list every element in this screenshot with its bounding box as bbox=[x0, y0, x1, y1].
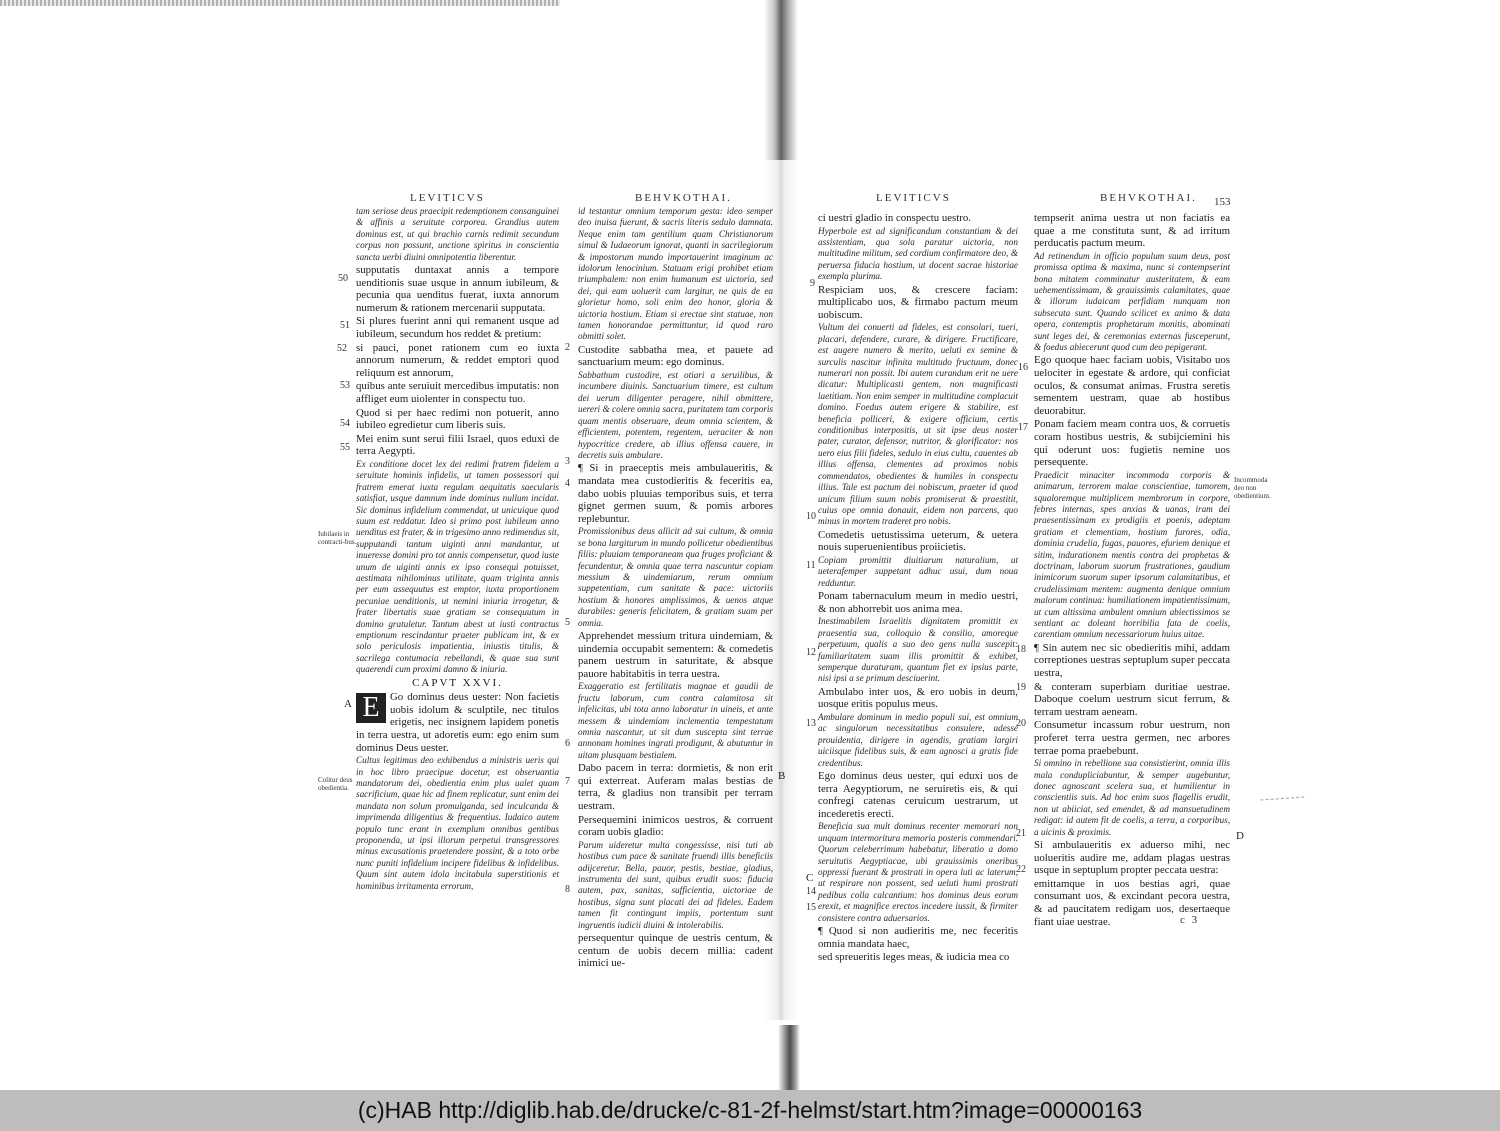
verse-number: 54 bbox=[340, 418, 350, 429]
verse-number: 12 bbox=[806, 647, 816, 658]
commentary-paragraph bbox=[1034, 251, 1230, 354]
bleed-edge bbox=[0, 0, 560, 6]
commentary-paragraph bbox=[356, 206, 559, 263]
scripture-paragraph bbox=[818, 925, 1018, 950]
paragraph-text: tam seriose deus praecipit redemptionem consanguinei & affinis a seruitute corporea. Grandius autem dominus est, ut qui brachio carnis redimit secundum corpus non possunt, unctione spiritus in conscientia sancta uerbi diuini omnipotentia liberentur. bbox=[356, 206, 559, 262]
copyright-footer: (c)HAB http://diglib.hab.de/drucke/c-81-2f-helmst/start.htm?image=00000163 bbox=[0, 1090, 1500, 1131]
scripture-paragraph bbox=[818, 686, 1018, 711]
commentary-paragraph bbox=[578, 526, 773, 629]
scripture-paragraph bbox=[1034, 212, 1230, 250]
paragraph-text: Dabo pacem in terra: dormietis, & non erit qui exterreat. Auferam malas bestias de terra, & gladius non transibit per terram uestram. bbox=[578, 762, 773, 812]
signature-mark: c 3 bbox=[1180, 914, 1200, 926]
commentary-paragraph bbox=[356, 755, 559, 892]
paragraph-text: Si ambulaueritis ex aduerso mihi, nec uolueritis audire me, addam plagas uestras usque in septuplum propter peccata uestra: bbox=[1034, 839, 1230, 877]
paragraph-text: Praedicit minaciter incommoda corporis & animarum, terrorem malae conscientiae, tumorem, squaloremque multiplicem membrorum in corpore, febres internas, spes anxias & uanas, iram dei praesentissimam ex prodigiis et poenis, adeptam gratiam et clementiam, hostium furores, odia, dominia crudelia, fugas, pauores, efuriem denique et sitim, indurationem mentis contra dei prophetas & doctrinam, laborum suorum frustrationes, gaudium inimicorum suorum super ipsorum calamitatibus, et crudelissimam mentem: augmenta denique omnium malorum continua: humiliationem impatientissimam, ut cum altissima ambulent omnium abiectissimos se sentiant ac doleant horribilia fata de coelis, carentiam omnium necessariorum huius uitae. bbox=[1034, 469, 1230, 640]
paragraph-text: Ponam tabernaculum meum in medio uestri, & non abhorrebit uos anima mea. bbox=[818, 590, 1018, 615]
paragraph-text: Copiam promittit diuitiarum naturalium, ut ueterafemper suppetant adhuc usui, dum noua redduntur. bbox=[818, 554, 1018, 588]
paragraph-text: id testantur omnium temporum gesta: ideo semper deo inuisa fuerunt, & sacris literis sedulo damnata. Neque enim tam gentilium quam Christianorum simul & Iudaeorum ignorat, quanti in sacrilegiorum & impostorum mundo importauerint imaginum ac idolorum lenocinium. Statuam erigi prohibet etiam triumphalem: non enim humanum est uictoria, sed dei, qui eam uoluerit cam largitur, ne quis de ea glorietur homo, soli enim deo honor, gloria & uictoria hostium. Etiam si erectae sint statuae, non tamen honorandae permittuntur, id quod raro obmitti solet. bbox=[578, 206, 773, 342]
paragraph-text: sed spreueritis leges meas, & iudicia mea co bbox=[818, 951, 1010, 964]
scripture-paragraph bbox=[356, 315, 559, 340]
scripture-paragraph bbox=[356, 691, 559, 754]
verse-number: 2 bbox=[565, 342, 570, 353]
paragraph-text: ci uestri gladio in conspectu uestro. bbox=[818, 212, 971, 224]
verse-number: 16 bbox=[1018, 362, 1028, 373]
scripture-paragraph bbox=[578, 932, 773, 970]
verse-number: 50 bbox=[338, 273, 348, 284]
scripture-paragraph bbox=[356, 342, 559, 380]
folio-number: 153 bbox=[1214, 196, 1231, 208]
scripture-paragraph bbox=[818, 770, 1018, 820]
paragraph-text: Si omnino in rebellione sua consistierint, omnia illis mala condupliciabuntur, & semper augebuntur, donec agnoscant scelera sua, et humilientur in conscientiis suis. Ad hoc enim suos flagellis erudit, non ut abiiciat, sed emendet, & ad mansuetudinem redigat: id autem fit de coelis, a terra, a corporibus, a uicinis & proximis. bbox=[1034, 758, 1230, 837]
scripture-paragraph bbox=[356, 264, 559, 314]
section-letter: D bbox=[1236, 830, 1244, 842]
verse-number: 11 bbox=[806, 560, 816, 571]
commentary-paragraph bbox=[1034, 758, 1230, 838]
verse-number: 15 bbox=[806, 902, 816, 913]
paragraph-text: & conteram superbiam duritiae uestrae. Daboque coelum uestrum sicut ferrum, & terram uestram aeneam. bbox=[1034, 680, 1230, 718]
paragraph-text: Respiciam uos, & crescere faciam: multiplicabo uos, & firmabo pactum meum uobiscum. bbox=[818, 283, 1018, 321]
chapter-heading bbox=[356, 678, 559, 690]
commentary-paragraph bbox=[818, 226, 1018, 283]
verse-number: 17 bbox=[1018, 422, 1028, 433]
scripture-paragraph bbox=[1034, 839, 1230, 877]
scripture-paragraph bbox=[818, 590, 1018, 615]
paragraph-text: ¶ Quod si non audieritis me, nec feceritis omnia mandata haec, bbox=[818, 925, 1018, 950]
commentary-paragraph bbox=[818, 555, 1018, 589]
paragraph-text: Ambulare dominum in medio populi sui, est omnium ac singulorum necessitatibus consulere, adesse prouidentia, dirigere in agendis, gratiam largiri uiciisque fidelibus suis, & eam agnosci a gratis fide credentibus. bbox=[818, 711, 1018, 768]
paragraph-text: Promissionibus deus allicit ad sui cultum, & omnia se bona largiturum in mundo pollicetur obedientibus filiis: pluuiam temporaneam qua fruges proficiant & fecundentur, & omnia quae terra nascuntur copiam messium & uindemiarum, rerum omnium suppetentiam, cum sanitate & pace: uictoriis hostium & honores amplissimos, & uenos atque durabiles: generis felicitatem, & gratiam suam per omnia. bbox=[578, 526, 773, 628]
scripture-paragraph bbox=[818, 951, 1018, 964]
scripture-paragraph bbox=[1034, 354, 1230, 417]
running-head-left: LEVITICVS bbox=[876, 192, 951, 204]
scripture-paragraph bbox=[578, 462, 773, 525]
paragraph-text: persequentur quinque de uestris centum, & centum de uobis decem millia: cadent inimici ue- bbox=[578, 931, 773, 970]
scripture-paragraph bbox=[578, 630, 773, 680]
scripture-paragraph bbox=[578, 762, 773, 812]
verse-number: 53 bbox=[340, 380, 350, 391]
paragraph-text: Vultum dei conuerti ad fideles, est consolari, tueri, placari, defendere, curare, & dirigere. Fructificare, est augere numero & merito, ueluti ex semine & surculis nascitur infinita multitudo fructuum, donec numerari non possit. Ibi autem curandum erit ne uere dicatur: Multiplicasti gentem, non magnificasti laetitiam. Non enim semper in multitudine complacuit domino. Foedus autem erigere & stabilire, est beneficia polliceri, & exigere officium, certis conditionibus interpositis, ut sit ipse deus noster pater, curator, defensor, nutritor, & glorificator: nos uero eius filii fideles, sedulo in eius cultu, cauentes ab illius offensa, clementes ad proximos nobis commendatos, obedientes & humiles in conspectu illius. Tale est pactum dei nobiscum, praeter id quod unicum filium suum nobis promiserat & praestitit, cuius ope omnia donauit, eidem non parcens, quo minus in mortem traderet pro nobis. bbox=[818, 322, 1018, 527]
margin-note: Incommoda deo non obedientium. bbox=[1234, 476, 1271, 500]
right-column bbox=[578, 206, 773, 970]
section-letter: A bbox=[344, 698, 352, 710]
gutter-shadow bbox=[764, 0, 798, 160]
verse-number: 14 bbox=[806, 886, 816, 897]
verse-number: 7 bbox=[565, 776, 570, 787]
commentary-paragraph bbox=[578, 840, 773, 931]
scripture-paragraph bbox=[818, 212, 1018, 225]
verse-number: 13 bbox=[806, 718, 816, 729]
paragraph-text: Cultus legitimus deo exhibendus a ministris ueris qui in hoc libro praecipue docetur, est obseruantia mandatorum dei, obedientia enim plus ualet quam sacrificium, quae hic ad finem replicatur, sunt enim dei mandata non solum promulganda, sed inculcanda & imprimenda diligentius & frequentius. Iudaico autem populo tunc erant in exemplum omnibus gentibus proponenda, ut ipsi illorum perpetui transgressores minus excusationis praetendere possint, & a toto orbe nunc puniti infidelium incipere fidelibus & infidelibus. Quum sint autem idola incitabula superstitionis et hominibus irritamenta errorum, bbox=[356, 755, 559, 891]
commentary-paragraph bbox=[578, 206, 773, 343]
drop-cap: E bbox=[356, 693, 386, 723]
scripture-paragraph bbox=[578, 814, 773, 839]
paragraph-text: Go dominus deus uester: Non facietis uobis idolum & sculptile, nec titulos erigetis, nec insignem lapidem ponetis in terra uestra, ut adoretis eum: ego enim sum dominus Deus uester. bbox=[356, 691, 559, 754]
verse-number: 9 bbox=[810, 278, 815, 289]
scripture-paragraph bbox=[818, 529, 1018, 554]
paragraph-text: Ponam faciem meam contra uos, & corruetis coram hostibus uestris, & subijciemini his qui oderunt uos: fugietis nemine uos persequente. bbox=[1034, 418, 1230, 469]
verse-number: 5 bbox=[565, 617, 570, 628]
gutter-binding bbox=[778, 1025, 800, 1090]
verse-number: 22 bbox=[1016, 864, 1026, 875]
pencil-scribble bbox=[1260, 786, 1305, 800]
verse-number: 55 bbox=[340, 442, 350, 453]
paragraph-text: Inestimabilem Israelitis dignitatem promittit ex praesentia sua, colloquio & consilio, amoreque perpetuum, qualis a suo deo gens nulla suscepit: familiaritatem suam illis promittit & exhibet, semperque duraturam, quantum fiet ex ipsius parte, nisi ipsi a se primum desciuerint. bbox=[818, 616, 1018, 684]
paragraph-text: Sabbathum custodire, est otiari a seruilibus, & incumbere diuinis. Sanctuarium timere, est cultum dei uerum diligenter peragere, nihil obmittere, uereri & colere omnia sacra, puritatem tam corporis quam mentis obseruare, deum omnia scientem, & efficientem, potentem, regentem, ueraciter & non hypocritice credere, ab illius offensa cauere, in decretis suis ambulare. bbox=[578, 370, 773, 460]
running-head-right: BEHVKOTHAI. bbox=[1100, 192, 1197, 204]
left-column bbox=[356, 206, 559, 912]
paragraph-text: Hyperbole est ad significandum constantiam & dei assistentiam, qua sola paratur uictoria, non multitudine militum, sed cordium confirmatore deo, & peruersa fiducia hostium, ut docent sacrae historiae exempla plurima. bbox=[818, 225, 1018, 282]
verse-number: 20 bbox=[1016, 718, 1026, 729]
verse-number: 10 bbox=[806, 511, 816, 522]
scripture-paragraph bbox=[356, 380, 559, 405]
commentary-paragraph bbox=[818, 616, 1018, 684]
verse-number: 6 bbox=[565, 738, 570, 749]
verse-number: 21 bbox=[1016, 828, 1026, 839]
paragraph-text: si pauci, ponet rationem cum eo iuxta annorum numerum, & reddet emptori quod reliquum est annorum, bbox=[356, 341, 559, 379]
scripture-paragraph bbox=[1034, 642, 1230, 680]
scripture-paragraph bbox=[1034, 719, 1230, 757]
verse-number: 51 bbox=[340, 320, 350, 331]
commentary-paragraph bbox=[818, 322, 1018, 527]
section-letter: B bbox=[778, 770, 786, 782]
commentary-paragraph bbox=[356, 459, 559, 676]
paragraph-text: Ego dominus deus uester, qui eduxi uos de terra Aegyptiorum, ne seruiretis eis, & qui confregi catenas ceruicum uestrarum, ut incederetis erecti. bbox=[818, 769, 1018, 820]
paragraph-text: Mei enim sunt serui filii Israel, quos eduxi de terra Aegypti. bbox=[356, 432, 559, 458]
running-head-left: LEVITICVS bbox=[410, 192, 485, 204]
commentary-paragraph bbox=[578, 681, 773, 761]
paragraph-text: Parum uideretur multa congessisse, nisi tuti ab hostibus cum pace & sanitate fruendi illis beneficiis adijceretur. Bella, pauor, pestis, bestiae, gladius, instrumenta dei sunt, quibus erudit suos: fiducia autem, pax, sanitas, sufficientia, uictoriae de hostibus, signa sunt placati dei ad fideles. Eadem tamen fit contingunt impiis, portentum sunt ingruentis iudicii diuini & intolerabilis. bbox=[578, 839, 773, 930]
paragraph-text: ¶ Sin autem nec sic obedieritis mihi, addam correptiones uestras septuplum super peccata uestra, bbox=[1034, 641, 1230, 680]
section-letter: C bbox=[806, 872, 814, 884]
paragraph-text: tempserit anima uestra ut non faciatis ea quae a me constituta sunt, & ad irritum perducatis pactum meum. bbox=[1034, 212, 1230, 250]
paragraph-text: Beneficia sua mult dominus recenter memorari non unquam intermoritura memoria posteris commendari. Quorum celeberrimum habebatur, liberatio a domo seruitutis Aegyptiacae, ubi grauissimis oneribus oppressi fuerant & prostrati in opera luti ac laterum, ut respirare non possent, sed ueluti humi prostrati pedibus colla calcantium: hos dominus deus eorum erexit, et magnifice erectos incedere iussit, & firmiter consistere contra aduersarios. bbox=[818, 821, 1018, 923]
running-head-right: BEHVKOTHAI. bbox=[635, 192, 732, 204]
verse-number: 18 bbox=[1016, 644, 1026, 655]
paragraph-text: quibus ante seruiuit mercedibus imputatis: non affliget eum uiolenter in conspectu tuo. bbox=[356, 380, 559, 405]
verse-number: 4 bbox=[565, 478, 570, 489]
scripture-paragraph bbox=[356, 407, 559, 432]
margin-note: Iubilaeis in contracti-bus. bbox=[318, 530, 357, 546]
paragraph-text: Si plures fuerint anni qui remanent usque ad iubileum, secundum hos reddet & pretium: bbox=[356, 315, 559, 340]
commentary-paragraph bbox=[1034, 470, 1230, 641]
verse-number: 52 bbox=[337, 343, 347, 354]
paragraph-text: Ex conditione docet lex dei redimi fratrem fidelem a seruitute hominis infidelis, ut tamen possessori qui fratrem emerat iuxta regulam aequitatis saecularis satisfiat, usque damnum inde dominus nullum incidat. Sic dominus infidelium commendat, ut unicuique quod suum est reddatur. Ideo si primo post iubileum anno uenditus est frater, & in trigesimo anno redimendus sit, supputandi tantum uiginti anni mandantur, ut inueresse domini pro tot annis compensetur, quod iuste unum de uiginti annis ex ipso consequi potuisset, aestimata nihilominus utilitate, quam triginta annis per eum assequutus est emptor, iuxta proportionem pecuniae uenditionis, ut nemini iniuria irrogetur, & frater libertatis suae gratiam se consequutum in domino gratuletur. Tantum abest ut iusti contractus emptionum rescindantur praeter publicam int, & ex solo periculosis impatientia, iniustis titulis, & sacrilega contumacia rebellandi, & quae sua sunt quaerendi cum proximi damno & iniuria. bbox=[356, 458, 559, 675]
paragraph-text: Ambulabo inter uos, & ero uobis in deum, uosque eritis populus meus. bbox=[818, 685, 1018, 711]
paragraph-text: Custodite sabbatha mea, et pauete ad sanctuarium meum: ego dominus. bbox=[578, 343, 773, 369]
paragraph-text: Consumetur incassum robur uestrum, non proferet terra uestra germen, nec arbores terrae poma praebebunt. bbox=[1034, 719, 1230, 757]
verse-number: 8 bbox=[565, 884, 570, 895]
scripture-paragraph bbox=[818, 284, 1018, 322]
paragraph-text: Persequemini inimicos uestros, & corruent coram uobis gladio: bbox=[578, 813, 773, 839]
scripture-paragraph bbox=[1034, 878, 1230, 928]
paragraph-text: Exaggeratio est fertilitatis magnae et gaudii de fructu laborum, cum contra calamitosa sit infelicitas, ubi tota anno laboratur in uineis, et ante messem & uindemiam inclementia tempestatum omnia nascantur, ut sit dum suscepta sint terrae annonam homines ingrati prodigunt, & abutuntur in uitam plusquam bestialem. bbox=[578, 681, 773, 760]
paragraph-text: ¶ Si in praeceptis meis ambulaueritis, & mandata mea custodieritis & feceritis ea, dabo uobis pluuias temporibus suis, et terra gignet germen suum, & pomis arbores replebuntur. bbox=[578, 462, 773, 525]
paragraph-text: Ego quoque haec faciam uobis, Visitabo uos uelociter in egestate & ardore, qui conficiat oculos, & consumat animas. Frustra seretis sementem uestram, quae ab hostibus deuorabitur. bbox=[1034, 354, 1230, 417]
scripture-paragraph bbox=[1034, 418, 1230, 468]
margin-note: Colitur deus obedientia. bbox=[318, 776, 353, 792]
commentary-paragraph bbox=[818, 712, 1018, 769]
paragraph-text: Comedetis uetustissima ueterum, & uetera nouis superuenientibus proiicietis. bbox=[818, 528, 1018, 554]
scripture-paragraph bbox=[356, 433, 559, 458]
paragraph-text: supputatis duntaxat annis a tempore uenditionis suae usque in annum iubileum, & pecunia qua uenditus fuerat, iuxta annorum numerum & rationem mercenarii supputata. bbox=[356, 264, 559, 314]
paragraph-text: Ad retinendum in officio populum suum deus, post promissa optima & maxima, nunc si contempserint bona mitatem comminatur austeritatem, & eam uehementissimam, & grauissimis calamitates, quae & illorum iudaicam perfidiam nunquam non subsecuta sunt. Quando scilicet ex animo & data opera, contemptis prophetarum monitis, abominati sunt leges dei, & ceremonias externas fusceperunt, & foedus abiecerunt quod cum deo pepigerant. bbox=[1034, 250, 1230, 353]
commentary-paragraph bbox=[818, 821, 1018, 924]
paragraph-text: Quod si per haec redimi non potuerit, anno iubileo egredietur cum liberis suis. bbox=[356, 406, 559, 432]
scripture-paragraph bbox=[1034, 681, 1230, 719]
scripture-paragraph bbox=[578, 344, 773, 369]
verse-number: 3 bbox=[565, 456, 570, 467]
verse-number: 19 bbox=[1016, 682, 1026, 693]
paragraph-text: Apprehendet messium tritura uindemiam, & uindemia occupabit sementem: & comedetis panem uestrum in saturitate, & absque pauore habitabitis in terra uestra. bbox=[578, 629, 773, 680]
paragraph-text: CAPVT XXVI. bbox=[412, 676, 503, 689]
commentary-paragraph bbox=[578, 370, 773, 461]
paragraph-text: emittamque in uos bestias agri, quae consumant uos, & excindant pecora uestra, & ad paucitatem redigam uos, desertaeque fiant uiae uestrae. bbox=[1034, 877, 1230, 928]
left-column bbox=[818, 212, 1018, 964]
